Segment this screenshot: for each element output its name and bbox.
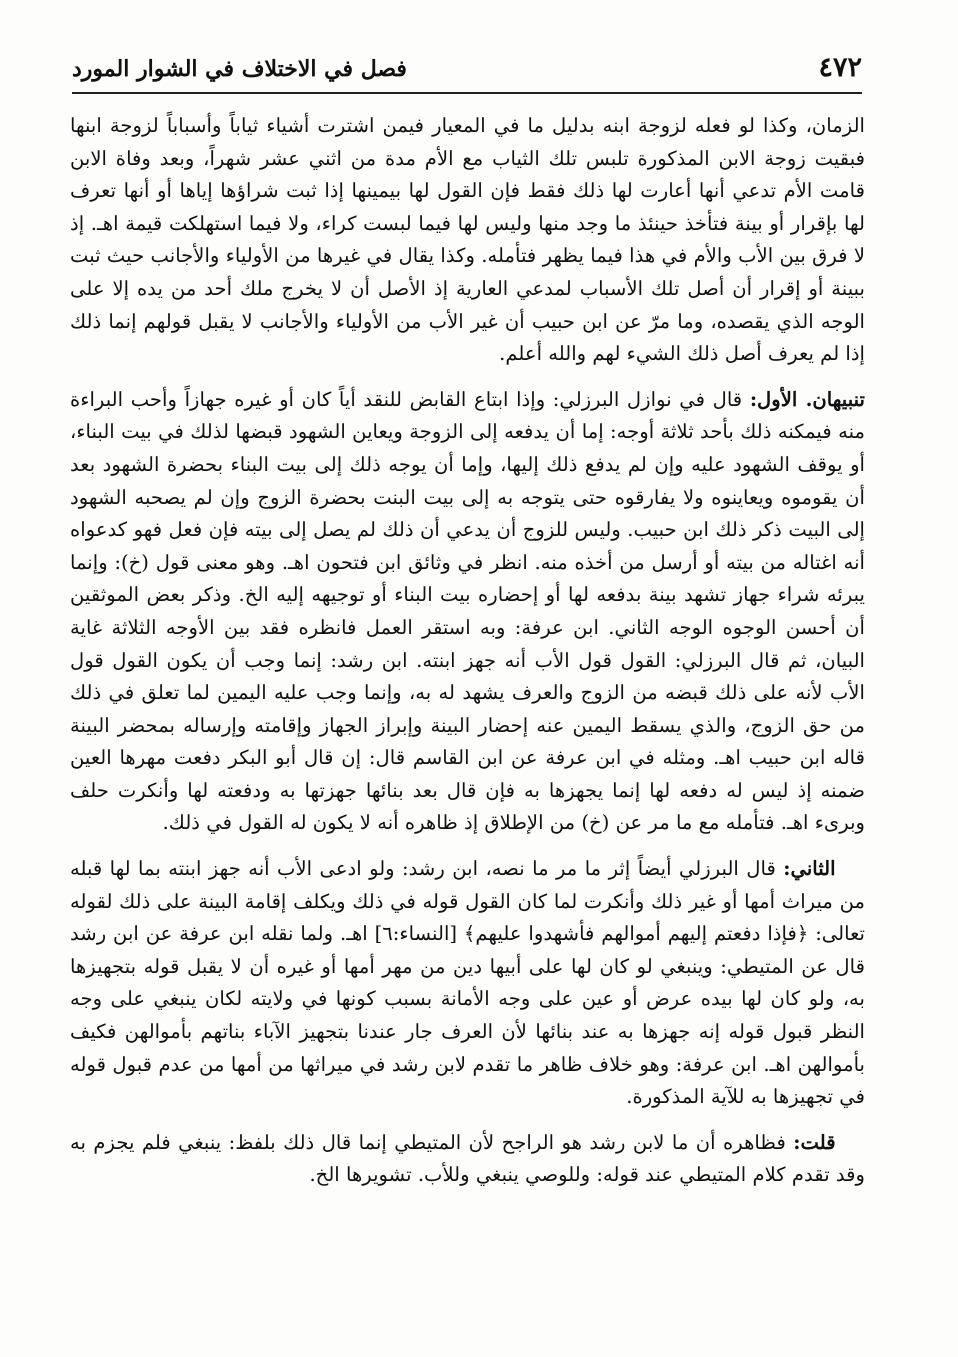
paragraph-2	[70, 384, 865, 840]
paragraph-1	[70, 110, 865, 371]
paragraph-4	[70, 1127, 865, 1192]
paragraph-3	[70, 853, 865, 1114]
page-body	[70, 110, 865, 1192]
paragraph-4-text: فظاهره أن ما لابن رشد هو الراجح لأن المتيطي إنما قال ذلك بلفظ: ينبغي فلم يجزم به وقد تقدم كلام المتيطي عند قوله: وللوصي ينبغي وللأب. تشويرها الخ.	[70, 1130, 865, 1187]
header-divider	[72, 92, 862, 94]
paragraph-4-lead: قلت:	[793, 1130, 836, 1154]
page-number: ٤٧٢	[818, 52, 862, 83]
paragraph-3-text: قال البرزلي أيضاً إثر ما مر ما نصه، ابن رشد: ولو ادعى الأب أنه جهز ابنته بما لها قبله من ميراث أمها أو غير ذلك وأنكرت لما كان القول قوله في ذلك ويكلف إقامة البينة على ذلك لقوله تعالى: ﴿فإذا دفعتم إليهم أموالهم فأشهدوا عليهم﴾ [النساء:٦] اهـ. ولما نقله ابن عرفة عن ابن رشد قال عن المتيطي: وينبغي لو كان لها على أبيها دين من مهر أمها أو غيره أن لا يقبل قوله بتجهيزها به، ولو كان لها بيده عرض أو عين على وجه الأمانة بسبب كونها في ولايته لكان ينبغي على وجه النظر قبول قوله إنه جهزها به عند بنائها لأن العرف جار عندنا بتجهيز الآباء بناتهم بأموالهن فكيف بأموالهن اهـ. ابن عرفة: وهو خلاف ظاهر ما تقدم لابن رشد في ميراثها من أمها من عدم قبول قوله في تجهيزها به للآية المذكورة.	[70, 857, 865, 1109]
paragraph-3-lead: الثاني:	[783, 857, 836, 881]
paragraph-2-text: قال في نوازل البرزلي: وإذا ابتاع القابض للنقد أياً كان أو غيره جهازاً وأحب البراءة منه فيمكنه ذلك بأحد ثلاثة أوجه: إما أن يدفعه إلى الزوجة ويعاين الشهود قبضها لذلك في بيت البناء، أو يوقف الشهود عليه وإن لم يدفع ذلك إليها، وإما أن يوجه ذلك إلى بيت البناء بحضرة الشهود بعد أن يقوموه ويعاينوه ولا يفارقوه حتى يتوجه به إلى بيت البنت بحضرة الزوج وإن لم يصحبه الشهود إلى البيت ذكر ذلك ابن حبيب. وليس للزوج أن يدعي أن ذلك لم يصل إلى بيته فإن فعل فهو كدعواه أنه اغتاله من بيته أو أرسل من أخذه منه. انظر في وثائق ابن فتحون اهـ. وهو معنى قول (خ): وإنما يبرئه شراء جهاز تشهد بينة بدفعه لها أو إحضاره بيت البناء أو توجيهه إليه الخ. وذكر بعض الموثقين أن أحسن الوجوه الوجه الثاني. ابن عرفة: وبه استقر العمل فانظره فقد بين الأوجه الثلاثة غاية البيان، ثم قال البرزلي: القول قول الأب أنه جهز ابنته. ابن رشد: إنما وجب أن يكون القول قول الأب لأنه على ذلك قبضه من الزوج والعرف يشهد له به، وإنما وجب عليه اليمين لما تعلق في ذلك من حق الزوج، والذي يسقط اليمين عنه إحضار البينة وإبراز الجهاز وإقامته وإرساله بمحضر البينة قاله ابن حبيب اهـ. ومثله في ابن عرفة عن ابن القاسم قال: إن قال أبو البكر دفعت مهرها العين ضمنه إذ ليس له دفعه لها إنما يجهزها به فإن قال بعد بنائها جهزتها به ودفعته لها وأنكرت حلف وبرىء اهـ. فتأمله مع ما مر عن (خ) من الإطلاق إذ ظاهره أنه لا يكون له القول في ذلك.	[70, 387, 865, 835]
paragraph-2-lead: تنبيهان. الأول:	[749, 387, 866, 411]
running-title: فصل في الاختلاف في الشوار المورد	[72, 56, 407, 82]
page-header	[72, 48, 862, 94]
paragraph-1-text: الزمان، وكذا لو فعله لزوجة ابنه بدليل ما في المعيار فيمن اشترت أشياء ثياباً وأسباباً لزوجة ابنها فبقيت زوجة الابن المذكورة تلبس تلك الثياب مع الأم مدة من اثني عشر شهراً، وبعد وفاة الابن قامت الأم تدعي أنها أعارت لها ذلك فقط فإن القول لها بيمينها إذا ثبت شراؤها إياها أو أنها تعرف لها بإقرار أو بينة فتأخذ حينئذ ما وجد منها وليس لها فيما لبست كراء، ولا فيما استهلكت قيمة اهـ. إذ لا فرق بين الأب والأم في هذا فيما يظهر فتأمله. وكذا يقال في غيرها من الأولياء والأجانب حيث ثبت ببينة أو إقرار أن أصل تلك الأسباب لمدعي العارية إذ الأصل أن لا يخرج ملك أحد من يده إلا على الوجه الذي يقصده، وما مرّ عن ابن حبيب أن غير الأب من الأولياء والأجانب لا يقبل قولهم إنما ذلك إذا لم يعرف أصل ذلك الشيء لهم والله أعلم.	[70, 114, 865, 366]
